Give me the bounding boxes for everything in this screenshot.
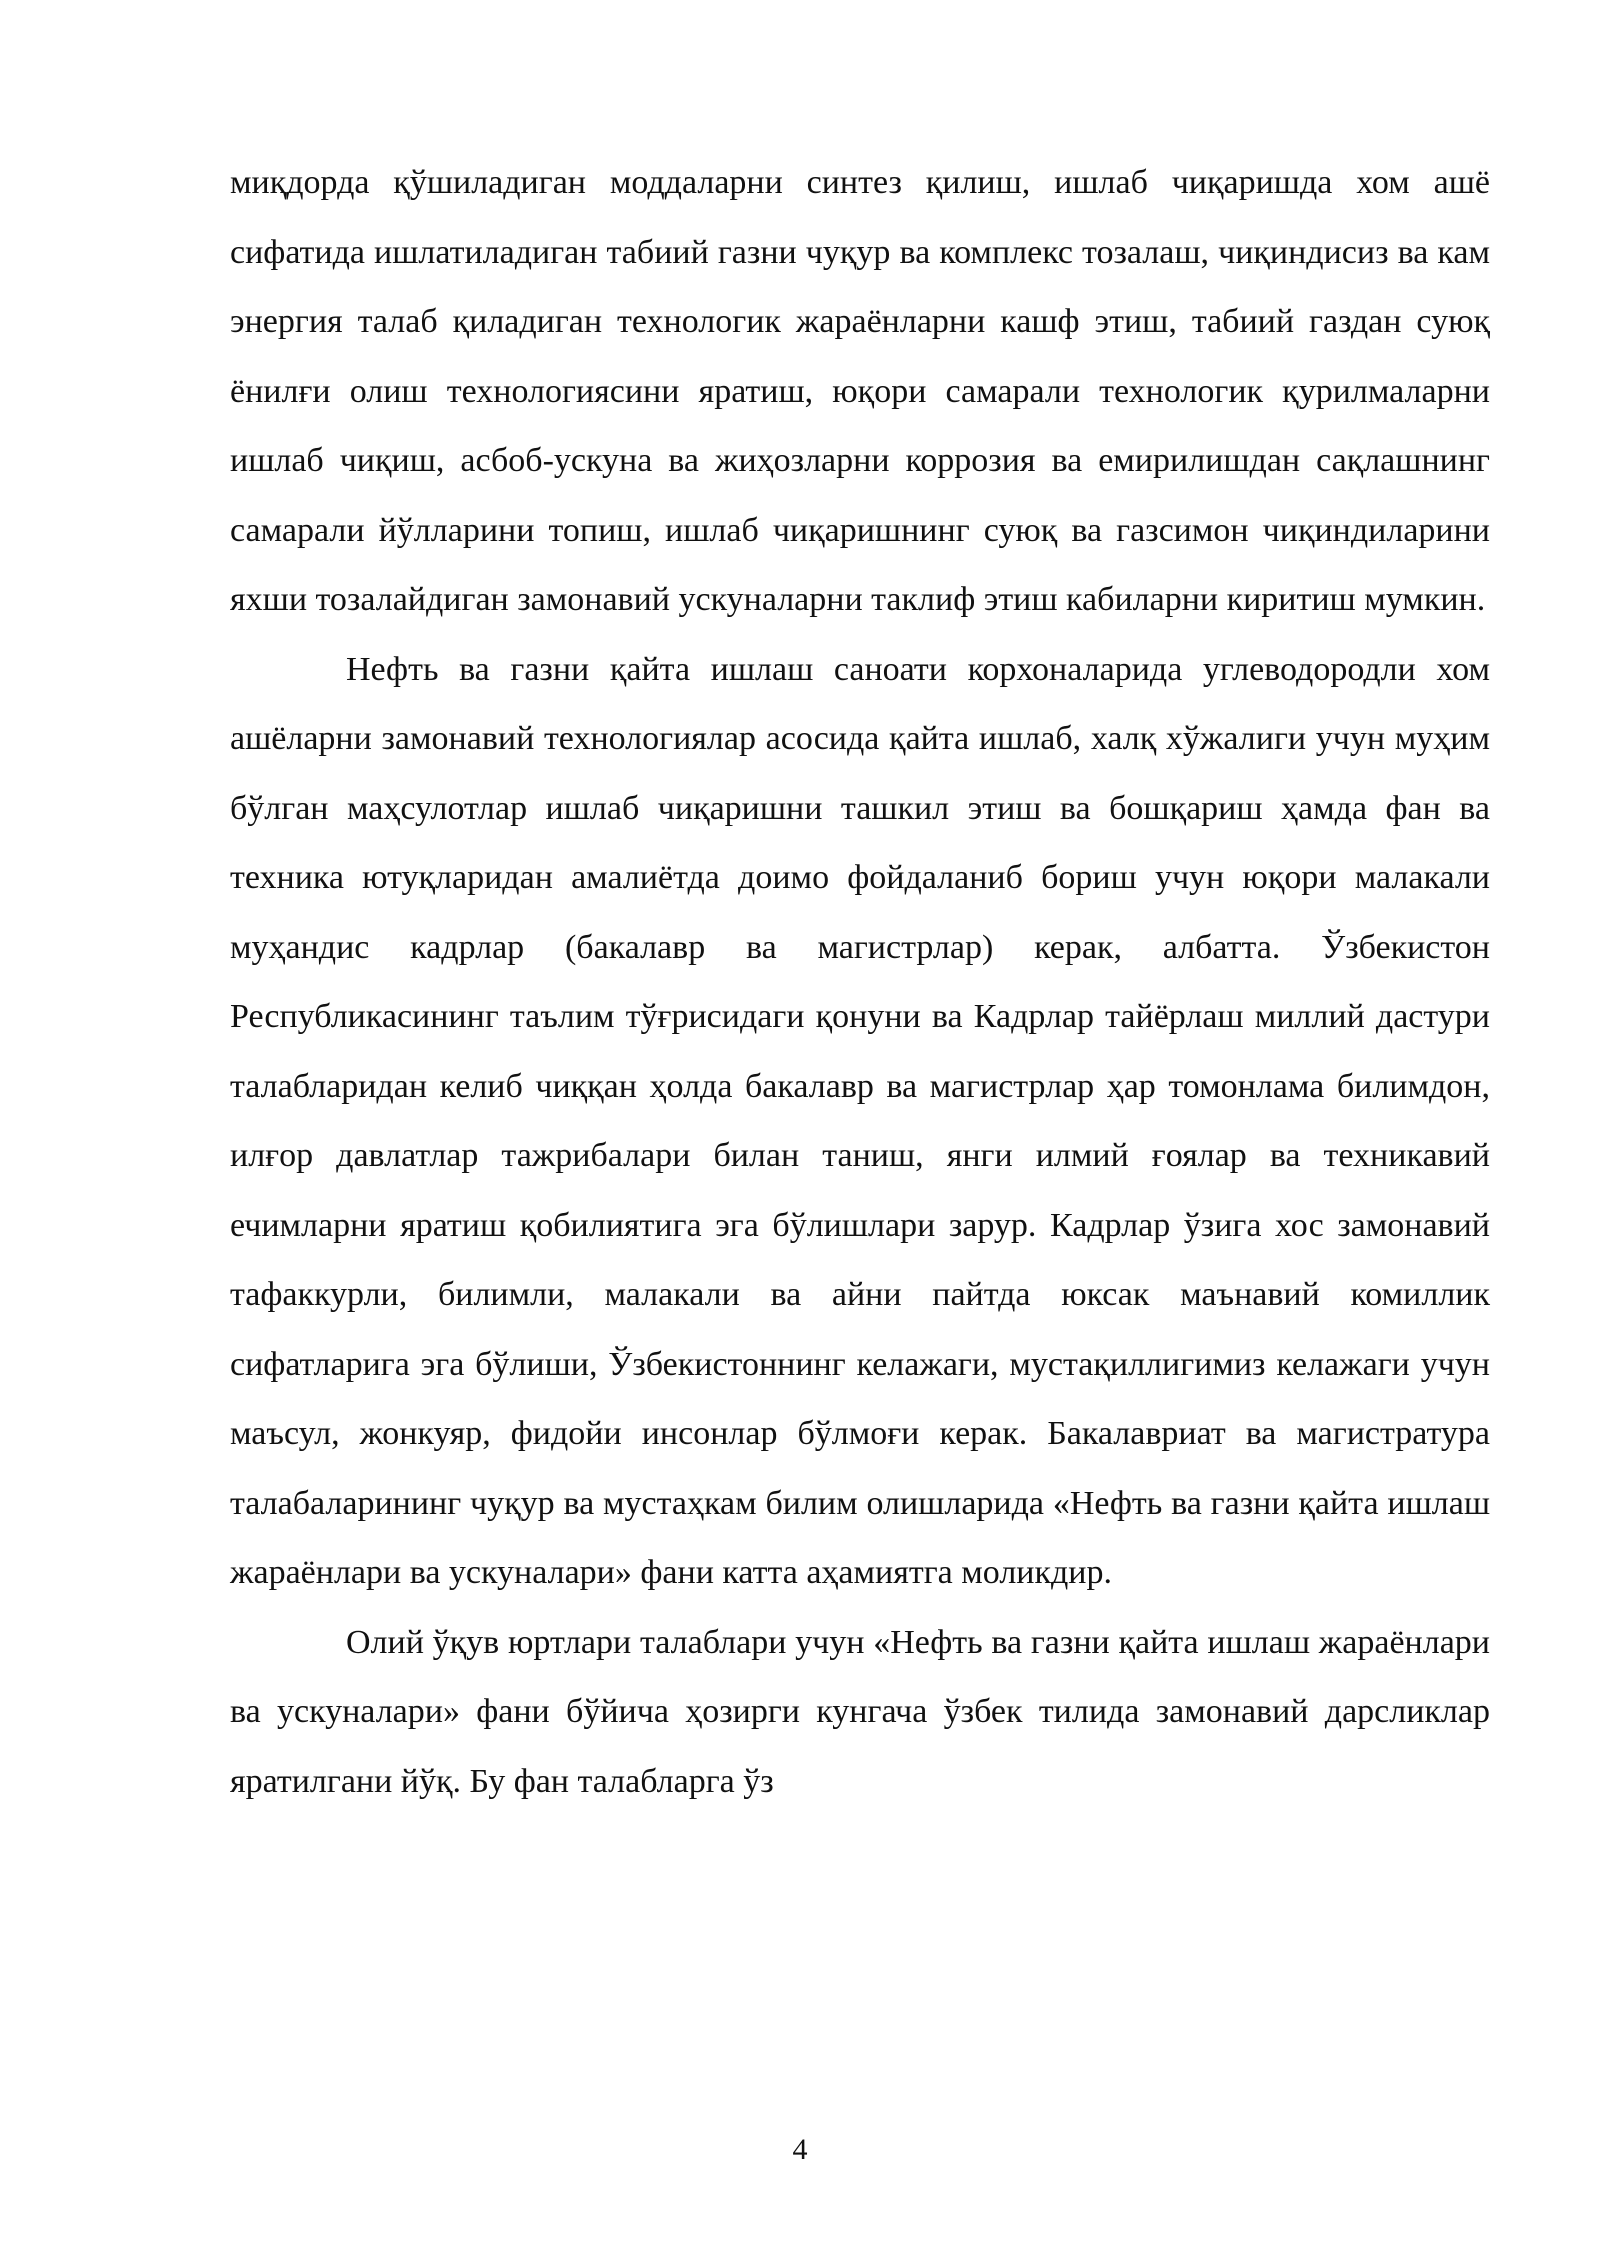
paragraph-oil-gas-industry: Нефть ва газни қайта ишлаш саноати корхоналарида углеводородли хом ашёларни замонавий технологиялар асосида қайта ишлаб, халқ хўжалиги учун муҳим бўлган маҳсулотлар ишлаб чиқаришни ташкил этиш ва бошқариш ҳамда фан ва техника ютуқларидан амалиётда доимо фойдаланиб бориш учун юқори малакали муҳандис кадрлар (бакалавр ва магистрлар) керак, албатта. Ўзбекистон Республикасининг таълим тўғрисидаги қонуни ва Кадрлар тайёрлаш миллий дастури талабларидан келиб чиққан ҳолда бакалавр ва магистрлар ҳар томонлама билимдон, илғор давлатлар тажрибалари билан таниш, янги илмий ғоялар ва техникавий ечимларни яратиш қобилиятига эга бўлишлари зарур. Кадрлар ўзига хос замонавий тафаккурли, билимли, малакали ва айни пайтда юксак маънавий комиллик сифатларига эга бўлиши, Ўзбекистоннинг келажаги, мустақиллигимиз келажаги учун маъсул, жонкуяр, фидойи инсонлар бўлмоғи керак. Бакалавриат ва магистратура талабаларининг чуқур ва мустаҳкам билим олишларида «Нефть ва газни қайта ишлаш жараёнлари ва ускуналари» фани катта аҳамиятга моликдир. xyxy=(230,650,1490,1591)
paragraph-continuation: миқдорда қўшиладиган моддаларни синтез қилиш, ишлаб чиқаришда хом ашё сифатида ишлатиладиган табиий газни чуқур ва комплекс тозалаш, чиқиндисиз ва кам энергия талаб қиладиган технологик жараёнларни кашф этиш, табиий газдан суюқ ёнилғи олиш технологиясини яратиш, юқори самарали технологик қурилмаларни ишлаб чиқиш, асбоб-ускуна ва жиҳозларни коррозия ва емирилишдан сақлашнинг самарали йўлларини топиш, ишлаб чиқаришнинг суюқ ва газсимон чиқиндиларини яхши тозалайдиган замонавий ускуналарни таклиф этиш кабиларни киритиш мумкин. xyxy=(230,164,1490,618)
page-number: 4 xyxy=(792,2133,808,2166)
document-page xyxy=(230,148,1490,1816)
paragraph-higher-education: Олий ўқув юртлари талаблари учун «Нефть ва газни қайта ишлаш жараёнлари ва ускуналари» фани бўйича ҳозирги кунгача ўзбек тилида замонавий дарсликлар яратилгани йўқ. Бу фан талабларга ўз xyxy=(230,1623,1490,1800)
